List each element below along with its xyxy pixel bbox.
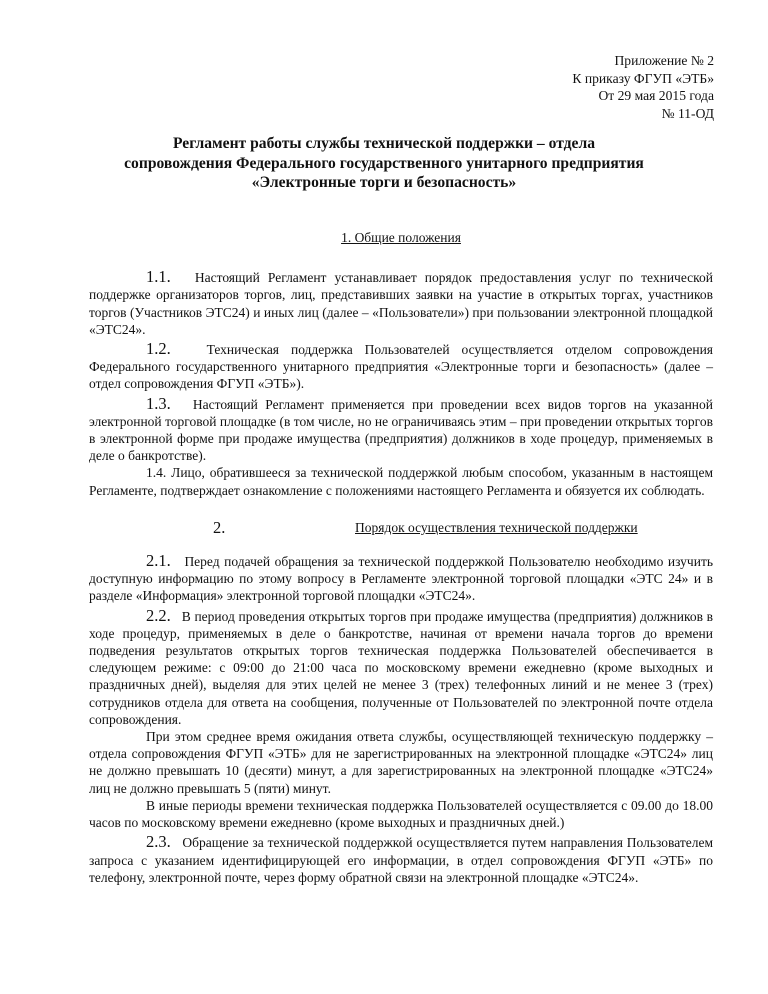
clause-text: Перед подачей обращения за технической поддержкой Пользователю необходимо изучить доступную информацию по этому вопросу в Регламенте электронной торговой площадки «ЭТС 24» и в разделе «Информация» электронной торговой площадки «ЭТС24». <box>89 554 714 604</box>
paragraph-2-3 <box>89 833 713 886</box>
paragraph-2-1 <box>89 552 713 605</box>
clause-text: Настоящий Регламент применяется при проведении всех видов торгов на указанной электронной торговой площадке (в том числе, но не ограничиваясь этим – при проведении открытых торгов в электронной форме при продаже имущества (предприятия) должников в ходе процедур, применяемых в деле о банкротстве). <box>89 396 713 464</box>
section-2-title: Порядок осуществления технической поддержки <box>355 519 638 535</box>
document-title <box>70 134 698 193</box>
title-line: «Электронные торги и безопасность» <box>251 174 517 191</box>
clause-number: 2.3. <box>146 832 171 852</box>
paragraph-2-2 <box>89 607 713 728</box>
clause-text: Настоящий Регламент устанавливает порядок предоставления услуг по технической поддержке организаторов торгов, лиц, представивших заявки на участие в открытых торгах, участников торгов (Участников ЭТС24) и иных лиц (далее – «Пользователи») при пользовании электронной площадкой «ЭТС24». <box>89 270 714 337</box>
paragraph-1-4: 1.4. Лицо, обратившееся за технической поддержкой любым способом, указанным в настоящем Регламенте, подтверждает ознакомление с положениями настоящего Регламента и обязуется их соблюдать. <box>89 465 713 498</box>
clause-text: В период проведения открытых торгов при продаже имущества (предприятия) должников в ходе процедур, применяемых в деле о банкротстве, начиная от времени начала торгов до времени подведения результатов открытых торгов техническая поддержка Пользователей обеспечивается в следующем режиме: с 09:00 до 21:00 часа по московскому времени ежедневно (кроме выходных и праздничных дней), выделяя для этих целей не менее 3 (трех) телефонных линий и не менее 3 (трех) сотрудников отдела для ответа на сообщения, полученные от Пользователей по электронной почте отдела сопровождения. <box>89 608 713 727</box>
clause-text: Техническая поддержка Пользователей осуществляется отделом сопровождения Федерального государственного унитарного предприятия «Электронные торги и безопасность» (далее – отдел сопровождения ФГУП «ЭТБ»). <box>89 342 714 392</box>
appendix-block <box>572 52 714 122</box>
title-line: Регламент работы службы технической поддержки – отдела <box>172 135 596 152</box>
clause-number: 2.2. <box>146 605 171 625</box>
appendix-line: № 11-ОД <box>661 105 714 121</box>
clause-number: 1.1. <box>146 267 171 287</box>
clause-number: 1.2. <box>146 339 171 359</box>
section-1-heading: 1. Общие положения <box>341 230 461 245</box>
section-2-number: 2. <box>213 517 226 537</box>
appendix-line: Приложение № 2 <box>614 53 714 68</box>
clause-number: 2.1. <box>146 551 171 571</box>
title-line: сопровождения Федерального государственного унитарного предприятия <box>124 154 644 172</box>
appendix-line: От 29 мая 2015 года <box>598 88 714 103</box>
paragraph-1-1 <box>89 268 713 338</box>
paragraph-1-3 <box>89 395 713 465</box>
paragraph-1-2 <box>89 340 713 393</box>
section-2-heading <box>89 519 713 536</box>
document-body <box>89 229 713 886</box>
paragraph-2-2-other-periods: В иные периоды времени техническая поддержка Пользователей осуществляется с 09.00 до 18.00 часов по московскому времени ежедневно (кроме выходных и праздничных дней.) <box>89 797 713 831</box>
clause-text: Обращение за технической поддержкой осуществляется путем направления Пользователем запроса с указанием идентифицирующей его информации, в отдел сопровождения ФГУП «ЭТБ» по телефону, электронной почте, через форму обратной связи на электронной площадке «ЭТС24». <box>89 835 713 885</box>
appendix-line: К приказу ФГУП «ЭТБ» <box>572 70 714 86</box>
paragraph-2-2-waiting-time: При этом среднее время ожидания ответа службы, осуществляющей техническую поддержку – отдела сопровождения ФГУП «ЭТБ» для не зарегистрированных на электронной площадке «ЭТС24» лиц не должно превышать 10 (десяти) минут, а для зарегистрированных на электронной площадке «ЭТС24» лиц не должно превышать 5 (пяти) минут. <box>89 729 713 796</box>
clause-number: 1.3. <box>146 393 171 413</box>
